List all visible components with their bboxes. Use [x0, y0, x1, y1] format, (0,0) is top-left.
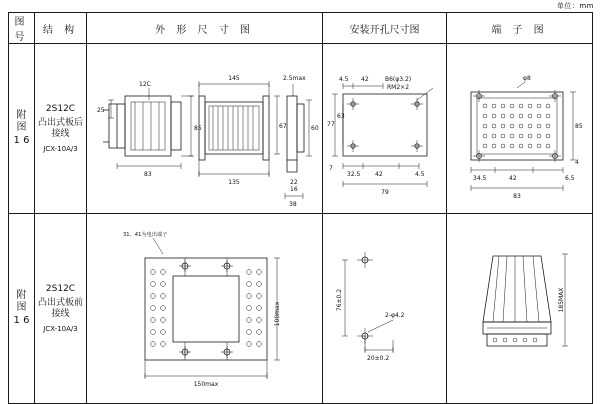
row1-outline-cell: [87, 44, 323, 214]
svg-text:85: 85: [194, 125, 202, 132]
header-id: 图 号: [9, 13, 35, 44]
row1-mounting-drawing: [323, 44, 447, 212]
unit-note: 单位：mm: [556, 2, 594, 10]
svg-text:φ8: φ8: [523, 75, 531, 82]
row2-mounting-drawing: [323, 214, 447, 402]
svg-text:79: 79: [381, 189, 389, 196]
svg-text:83: 83: [513, 193, 521, 200]
row2-structure-cell: [35, 214, 87, 404]
table-row: [9, 214, 593, 404]
row2-model: 2S12C: [45, 283, 76, 294]
svg-text:42: 42: [361, 76, 369, 83]
svg-text:145: 145: [228, 75, 240, 82]
row2-id-cell: [9, 214, 35, 404]
row2-terminal-cell: [447, 214, 593, 404]
row2-id-line-2: 图: [16, 302, 27, 314]
header-row: [9, 13, 593, 44]
table-row: [9, 44, 593, 214]
svg-text:2.5max: 2.5max: [283, 75, 306, 82]
svg-text:185MAX: 185MAX: [558, 287, 565, 313]
svg-text:6.5: 6.5: [565, 175, 575, 182]
row1-id-line-3: 1 6: [13, 134, 30, 146]
svg-text:22: 22: [290, 179, 298, 186]
row1-model: 2S12C: [45, 103, 76, 114]
svg-text:12C: 12C: [139, 81, 151, 88]
svg-text:2-φ4.2: 2-φ4.2: [385, 312, 405, 319]
svg-text:60: 60: [311, 125, 319, 132]
svg-text:83: 83: [144, 171, 152, 178]
row2-id-line-3: 1 6: [13, 314, 30, 326]
svg-text:B6(φ3.2): B6(φ3.2): [385, 76, 412, 83]
row1-id-line-1: 附: [16, 109, 27, 121]
svg-text:25: 25: [97, 107, 105, 114]
row1-terminal-drawing: [447, 44, 593, 212]
row1-structure-cell: [35, 44, 87, 214]
svg-text:7: 7: [329, 165, 333, 172]
row1-id-cell: [9, 44, 35, 214]
header-structure: 结 构: [35, 13, 87, 44]
svg-text:135: 135: [228, 179, 240, 186]
svg-text:4.5: 4.5: [339, 76, 349, 83]
svg-text:32.5: 32.5: [347, 171, 361, 178]
row2-terminal-drawing: [447, 214, 593, 402]
svg-text:63: 63: [337, 113, 345, 120]
svg-text:42: 42: [375, 171, 383, 178]
row2-outline-drawing: [87, 214, 323, 402]
svg-text:4.5: 4.5: [415, 171, 425, 178]
row1-terminal-cell: [447, 44, 593, 214]
row1-outline-drawing: [87, 44, 323, 212]
header-terminal: 端 子 图: [447, 13, 593, 44]
row2-desc: 凸出式板前接线: [37, 298, 83, 320]
specification-table: [8, 12, 593, 404]
row2-id-line-1: 附: [16, 289, 27, 301]
svg-text:150max: 150max: [193, 381, 219, 388]
svg-text:100max: 100max: [274, 301, 281, 327]
header-outline: 外 形 尺 寸 图: [87, 13, 323, 44]
row1-mounting-cell: [323, 44, 447, 214]
svg-text:67: 67: [279, 123, 287, 130]
row1-id-line-2: 图: [16, 122, 27, 134]
row2-mounting-cell: [323, 214, 447, 404]
row2-outline-note-text: 31、41为电出端子: [123, 232, 168, 238]
svg-text:77: 77: [327, 121, 335, 128]
header-mounting: 安装开孔尺寸图: [323, 13, 447, 44]
svg-text:42: 42: [509, 175, 517, 182]
svg-text:34.5: 34.5: [473, 175, 487, 182]
svg-text:4: 4: [575, 159, 579, 166]
row1-code: JCX-10A/3: [43, 144, 78, 153]
svg-text:38: 38: [289, 201, 297, 208]
svg-text:RM2×2: RM2×2: [387, 84, 410, 91]
row1-desc: 凸出式板后接线: [37, 118, 83, 140]
svg-text:85: 85: [575, 123, 583, 130]
svg-text:16: 16: [290, 186, 298, 193]
row2-code: JCX-10A/3: [43, 324, 78, 333]
svg-text:76±0.2: 76±0.2: [336, 288, 343, 312]
row2-outline-cell: [87, 214, 323, 404]
svg-text:20±0.2: 20±0.2: [367, 355, 390, 362]
table-header: [9, 13, 593, 44]
